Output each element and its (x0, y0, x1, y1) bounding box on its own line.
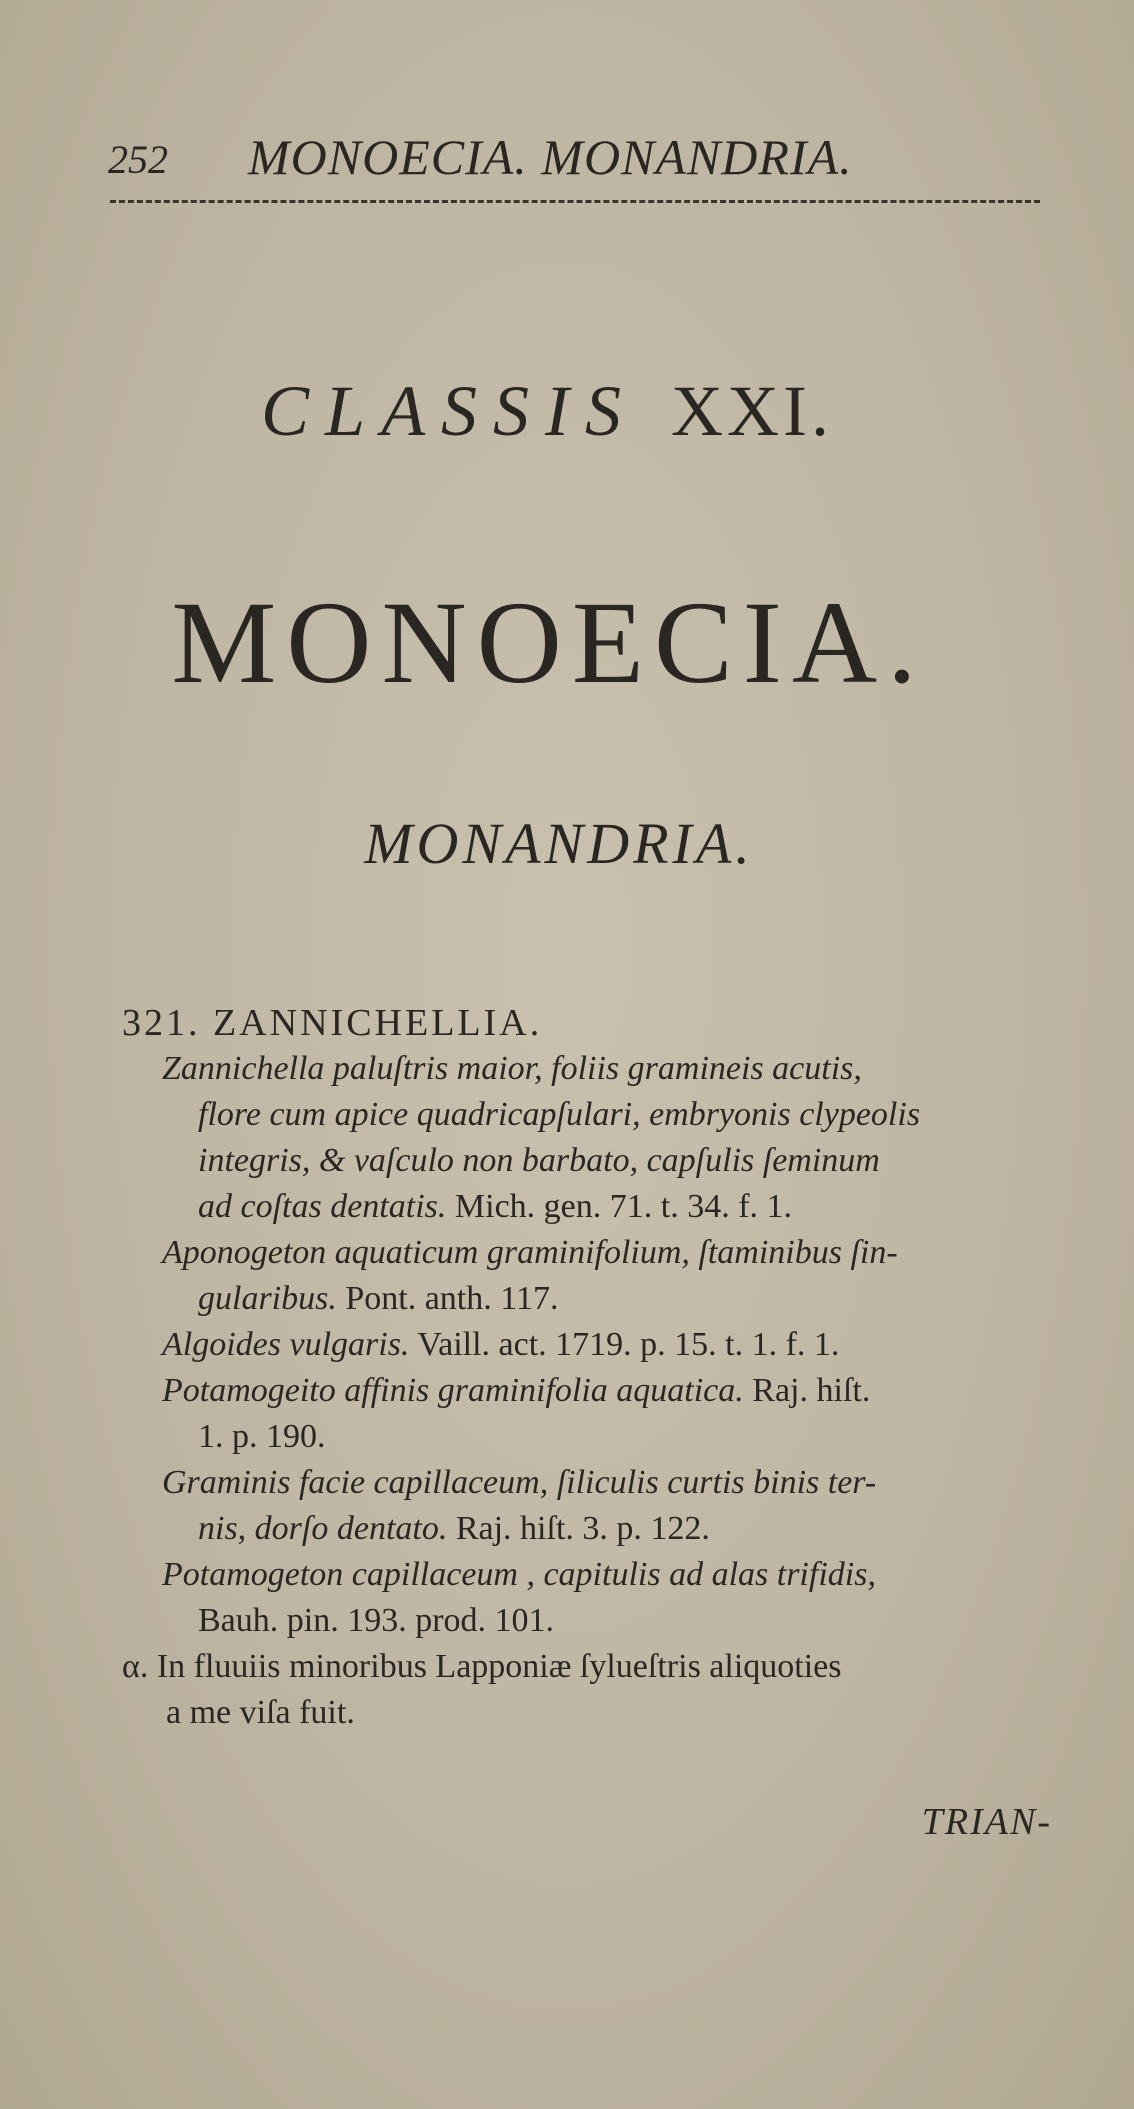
synonym-italic-text: Graminis facie capillaceum, ſiliculis curtis binis ter- (162, 1464, 877, 1501)
synonym-line (198, 1184, 1052, 1230)
synonym-italic-text: Zannichella paluſtris maior, foliis gramineis acutis, (162, 1050, 862, 1087)
class-name: MONOECIA. (171, 577, 927, 708)
genus-entry (122, 1000, 1052, 1736)
synonym-reference-text: Raj. hiſt. (743, 1372, 871, 1409)
habitat-note (122, 1644, 1052, 1736)
synonym-reference-text: Vaill. act. 1719. p. 15. t. 1. f. 1. (409, 1326, 840, 1363)
synonym-line (198, 1092, 1052, 1138)
page-number: 252 (108, 137, 168, 182)
synonym-italic-text: nis, dorſo dentato. (198, 1510, 448, 1547)
synonym-line (162, 1230, 1052, 1276)
synonym-line (198, 1276, 1052, 1322)
synonym-italic-text: integris, & vaſculo non barbato, capſulis ſeminum (198, 1142, 880, 1179)
synonym-italic-text: gularibus. (198, 1280, 337, 1317)
synonym-entry (162, 1322, 1052, 1368)
note-line-2: a me viſa fuit. (166, 1694, 355, 1731)
entry-number: 321. (122, 1002, 201, 1044)
synonym-line (162, 1460, 1052, 1506)
synonym-line (162, 1322, 1052, 1368)
synonym-reference-text: Bauh. pin. 193. prod. 101. (198, 1602, 555, 1639)
synonym-entry (162, 1460, 1052, 1552)
synonym-entry (162, 1046, 1052, 1230)
synonym-line (198, 1598, 1052, 1644)
note-line-1: In fluuiis minoribus Lapponiæ ſylueſtris aliquoties (148, 1648, 842, 1685)
synonym-italic-text: ad coſtas dentatis. (198, 1188, 447, 1225)
synonym-italic-text: Aponogeton aquaticum graminifolium, ſtaminibus ſin- (162, 1234, 898, 1271)
synonym-reference-text: Mich. gen. 71. t. 34. f. 1. (446, 1188, 793, 1225)
synonym-entry (162, 1368, 1052, 1460)
synonym-italic-text: flore cum apice quadricapſulari, embryonis clypeolis (198, 1096, 921, 1133)
class-title-numeral: XXI. (671, 371, 833, 451)
synonym-line (162, 1552, 1052, 1598)
catchword: TRIAN- (921, 1801, 1052, 1843)
synonym-line (162, 1368, 1052, 1414)
synonym-reference-text: Pont. anth. 117. (336, 1280, 559, 1317)
entry-heading (122, 1000, 1052, 1046)
page-header (108, 128, 1038, 188)
class-title (0, 370, 1114, 453)
synonym-reference-text: 1. p. 190. (198, 1418, 326, 1455)
synonym-reference-text: Raj. hiſt. 3. p. 122. (447, 1510, 710, 1547)
synonym-list (122, 1046, 1052, 1644)
synonym-line (198, 1506, 1052, 1552)
synonym-line (198, 1138, 1052, 1184)
synonym-line (162, 1046, 1052, 1092)
synonym-italic-text: Potamogeito affinis graminifolia aquatica. (162, 1372, 744, 1409)
entry-genus: ZANNICHELLIA. (213, 1002, 543, 1044)
class-title-word: CLASSIS (261, 371, 638, 451)
note-marker: α. (122, 1648, 149, 1685)
synonym-italic-text: Algoides vulgaris. (162, 1326, 410, 1363)
synonym-line (198, 1414, 1052, 1460)
header-rule (110, 200, 1040, 203)
synonym-italic-text: Potamogeton capillaceum , capitulis ad alas trifidis, (162, 1556, 876, 1593)
synonym-entry (162, 1230, 1052, 1322)
order-name: MONANDRIA. (364, 811, 754, 876)
running-head: MONOECIA. MONANDRIA. (248, 129, 853, 185)
synonym-entry (162, 1552, 1052, 1644)
